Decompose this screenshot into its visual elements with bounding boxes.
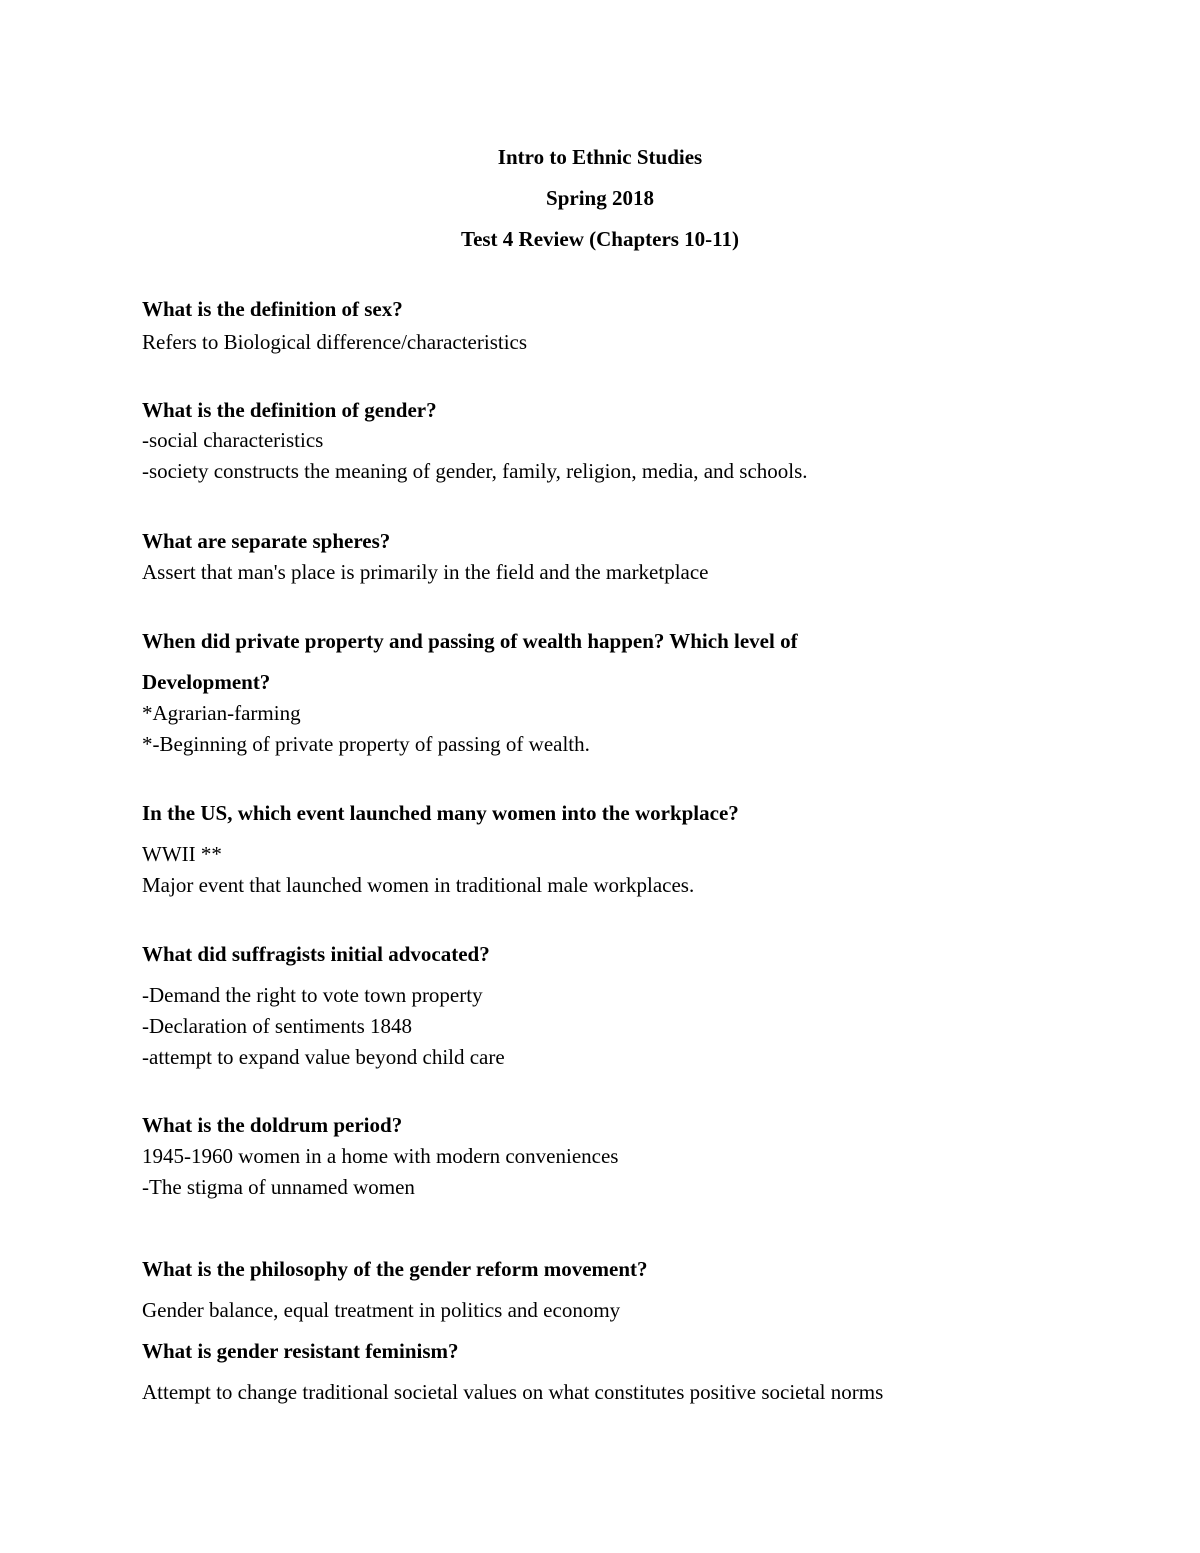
answer-line: -society constructs the meaning of gender, family, religion, media, and schools.	[142, 459, 808, 483]
question-doldrum-period: What is the doldrum period?	[142, 1113, 403, 1137]
answer-line: Refers to Biological difference/characteristics	[142, 330, 528, 354]
answer-line: WWII **	[142, 842, 222, 866]
course-title: Intro to Ethnic Studies	[497, 145, 703, 169]
answer-line: Assert that man's place is primarily in the field and the marketplace	[142, 560, 709, 584]
answer-line: -attempt to expand value beyond child care	[142, 1045, 505, 1069]
term-title: Spring 2018	[546, 186, 654, 210]
question-workplace-event: In the US, which event launched many women into the workplace?	[142, 801, 739, 825]
question-separate-spheres: What are separate spheres?	[142, 529, 391, 553]
question-gender: What is the definition of gender?	[142, 398, 437, 422]
answer-line: *Agrarian-farming	[142, 701, 301, 725]
answer-line: Attempt to change traditional societal values on what constitutes positive societal norms	[142, 1380, 884, 1404]
test-title: Test 4 Review (Chapters 10-11)	[460, 227, 740, 251]
answer-line: Major event that launched women in traditional male workplaces.	[142, 873, 695, 897]
question-sex: What is the definition of sex?	[142, 297, 403, 321]
question-gender-resistant: What is gender resistant feminism?	[142, 1339, 459, 1363]
question-suffragists: What did suffragists initial advocated?	[142, 942, 490, 966]
answer-line: -social characteristics	[142, 428, 324, 452]
answer-line: -The stigma of unnamed women	[142, 1175, 415, 1199]
question-private-property-cont: Development?	[142, 670, 271, 694]
answer-line: -Declaration of sentiments 1848	[142, 1014, 413, 1038]
answer-line: 1945-1960 women in a home with modern conveniences	[142, 1144, 619, 1168]
answer-line: Gender balance, equal treatment in politics and economy	[142, 1298, 621, 1322]
question-gender-reform: What is the philosophy of the gender reform movement?	[142, 1257, 648, 1281]
answer-line: -Demand the right to vote town property	[142, 983, 483, 1007]
question-private-property: When did private property and passing of wealth happen? Which level of	[142, 629, 798, 653]
answer-line: *-Beginning of private property of passing of wealth.	[142, 732, 590, 756]
